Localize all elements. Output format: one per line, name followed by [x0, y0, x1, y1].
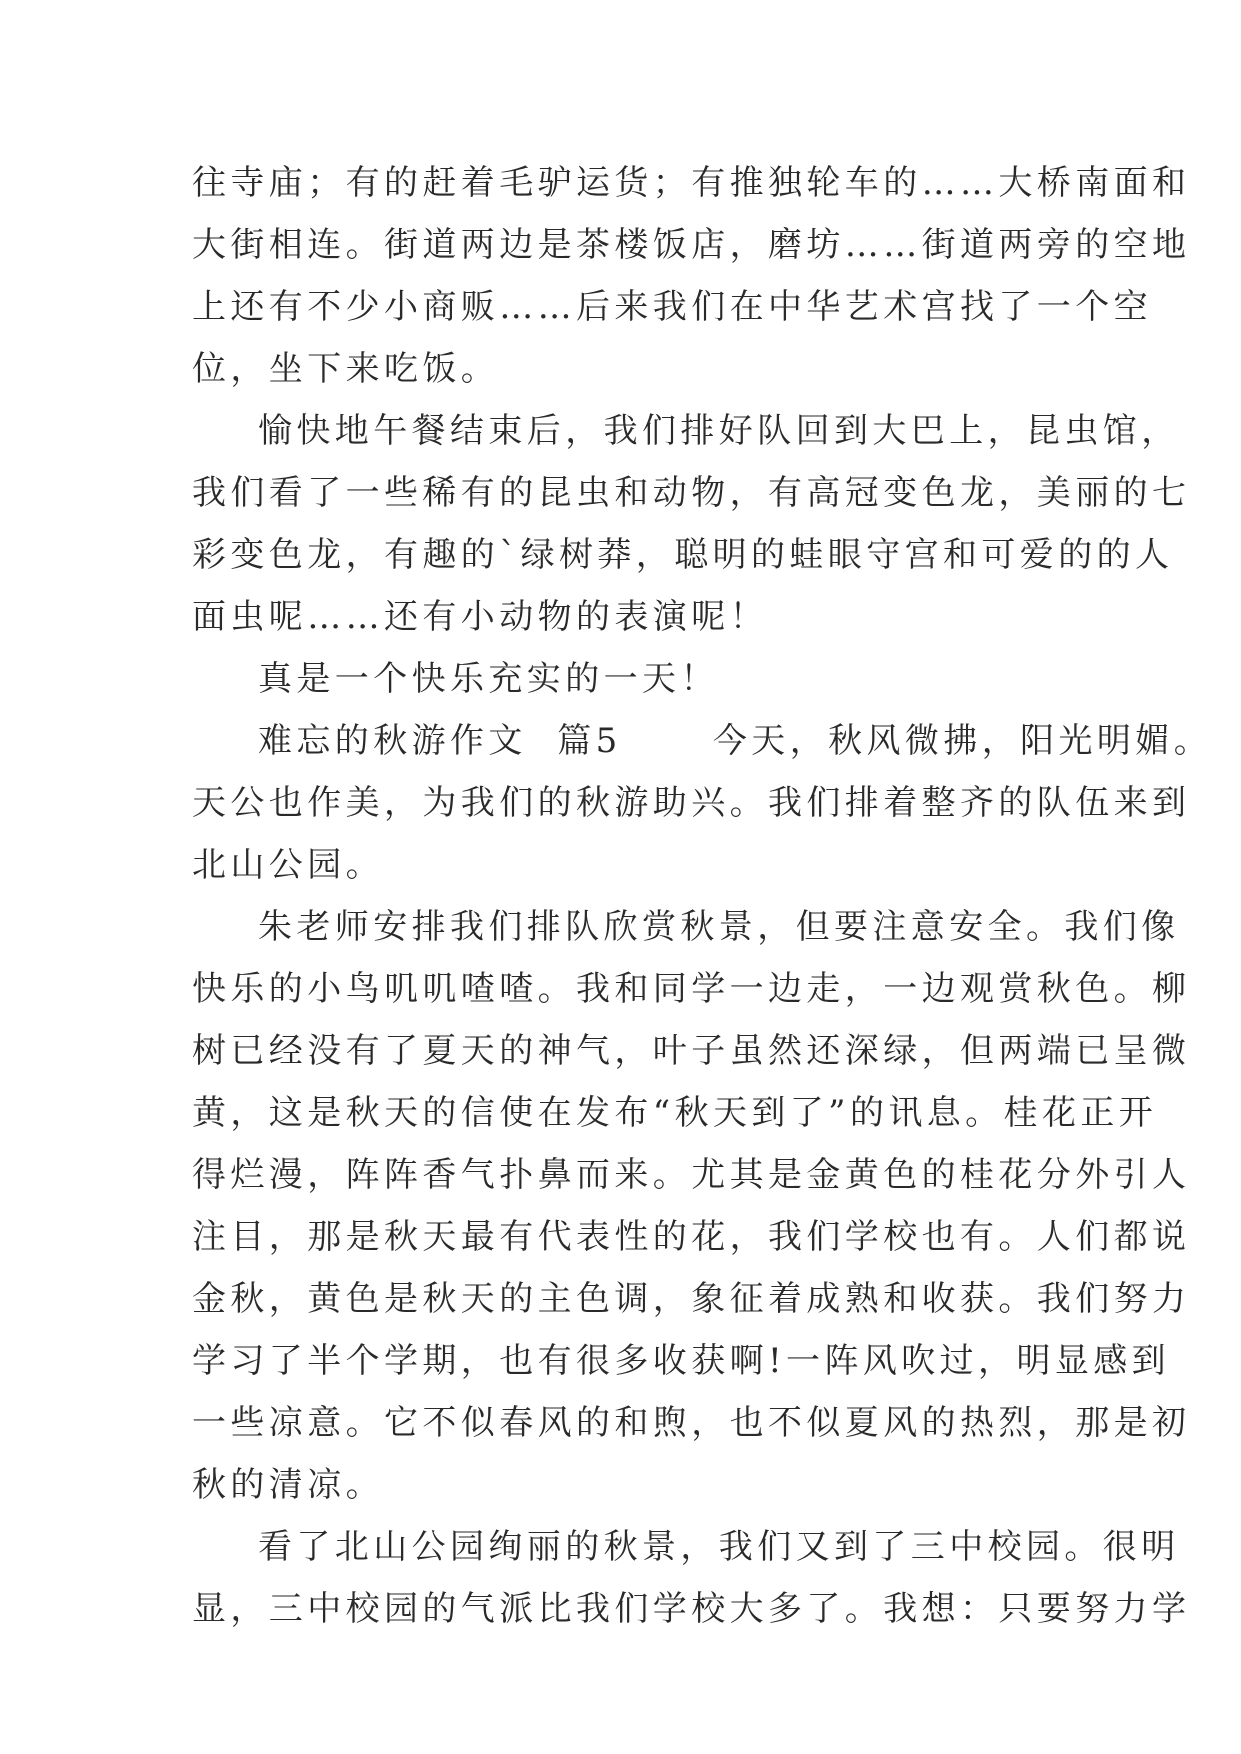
text-line: 面虫呢……还有小动物的表演呢！ [192, 597, 768, 637]
text-line: 树已经没有了夏天的神气，叶子虽然还深绿，但两端已呈微 [192, 1031, 1191, 1071]
text-line: 天公也作美，为我们的秋游助兴。我们排着整齐的队伍来到 [192, 783, 1191, 823]
text-line: 真是一个快乐充实的一天！ [258, 659, 719, 699]
text-line: 彩变色龙，有趣的`绿树莽，聪明的蛙眼守宫和可爱的的人 [192, 535, 1174, 575]
text-line: 位，坐下来吃饭。 [192, 349, 500, 389]
text-line: 朱老师安排我们排队欣赏秋景，但要注意安全。我们像 [258, 907, 1180, 947]
section-heading-line: 难忘的秋游作文 篇5 今天，秋风微拂，阳光明媚。 [258, 721, 1213, 761]
text-line: 我们看了一些稀有的昆虫和动物，有高冠变色龙，美丽的七 [192, 473, 1191, 513]
essay-text [192, 152, 1213, 1640]
text-line: 学习了半个学期，也有很多收获啊!一阵风吹过，明显感到 [192, 1341, 1171, 1381]
text-line: 大街相连。街道两边是茶楼饭店，磨坊……街道两旁的空地 [192, 225, 1191, 265]
text-line: 看了北山公园绚丽的秋景，我们又到了三中校园。很明 [258, 1527, 1180, 1567]
text-line: 金秋，黄色是秋天的主色调，象征着成熟和收获。我们努力 [192, 1279, 1191, 1319]
text-line: 北山公园。 [192, 845, 384, 885]
text-line: 秋的清凉。 [192, 1465, 384, 1505]
text-line: 显，三中校园的气派比我们学校大多了。我想：只要努力学 [192, 1589, 1191, 1629]
text-line: 一些凉意。它不似春风的和煦，也不似夏风的热烈，那是初 [192, 1403, 1191, 1443]
text-line: 得烂漫，阵阵香气扑鼻而来。尤其是金黄色的桂花分外引人 [192, 1155, 1191, 1195]
text-line: 快乐的小鸟叽叽喳喳。我和同学一边走，一边观赏秋色。柳 [192, 969, 1191, 1009]
text-line: 往寺庙；有的赶着毛驴运货；有推独轮车的……大桥南面和 [192, 163, 1191, 203]
text-line: 黄，这是秋天的信使在发布“秋天到了”的讯息。桂花正开 [192, 1093, 1158, 1133]
text-line: 注目，那是秋天最有代表性的花，我们学校也有。人们都说 [192, 1217, 1191, 1257]
text-line: 上还有不少小商贩……后来我们在中华艺术宫找了一个空 [192, 287, 1152, 327]
text-line: 愉快地午餐结束后，我们排好队回到大巴上，昆虫馆， [258, 411, 1180, 451]
